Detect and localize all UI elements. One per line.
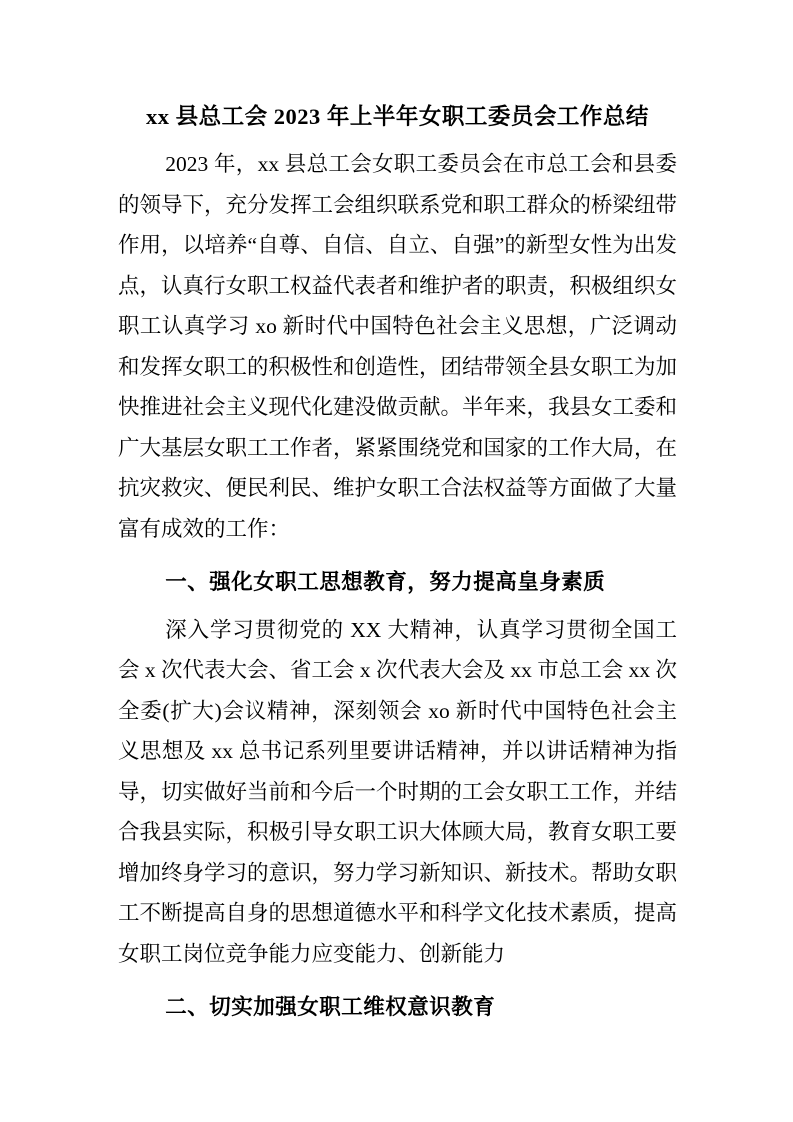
section-heading-2: 二、切实加强女职工维权意识教育 [165, 995, 496, 1019]
document-title: xx 县总工会 2023 年上半年女职工委员会工作总结 [146, 104, 649, 129]
section-heading-1: 一、强化女职工思想教育，努力提高皇身素质 [165, 570, 606, 594]
paragraph-section-1: 深入学习贯彻党的 XX 大精神，认真学习贯彻全国工会 x 次代表大会、省工会 x 次代表大会及 xx 市总工会 xx 次全委(扩大)会议精神，深刻领会 xo 新时代中国特色社会主义思想及 xx 总书记系列里要讲话精神，并以讲话精神为指导，切实做好当前和今后一个时期的工会女职工工作，并结合我县实际，积极引导女职工识大体顾大局，教育女职工要增加终身学习的意识，努力学习新知识、新技术。帮助女职工不断提高自身的思想道德水平和科学文化技术素质，提高女职工岗位竞争能力应变能力、创新能力 [118, 617, 678, 966]
paragraph-intro: 2023 年，xx 县总工会女职工委员会在市总工会和县委的领导下，充分发挥工会组织联系党和职工群众的桥梁纽带作用，以培养“自尊、自信、自立、自强”的新型女性为出发点，认真行女职工权益代表者和维护者的职责，积极组织女职工认真学习 xo 新时代中国特色社会主义思想，广泛调动和发挥女职工的积极性和创造性，团结带领全县女职工为加快推进社会主义现代化建没做贡献。半年来，我县女工委和广大基层女职工工作者，紧紧围绕党和国家的工作大局，在抗灾救灾、便民利民、维护女职工合法权益等方面做了大量富有成效的工作： [118, 152, 678, 541]
